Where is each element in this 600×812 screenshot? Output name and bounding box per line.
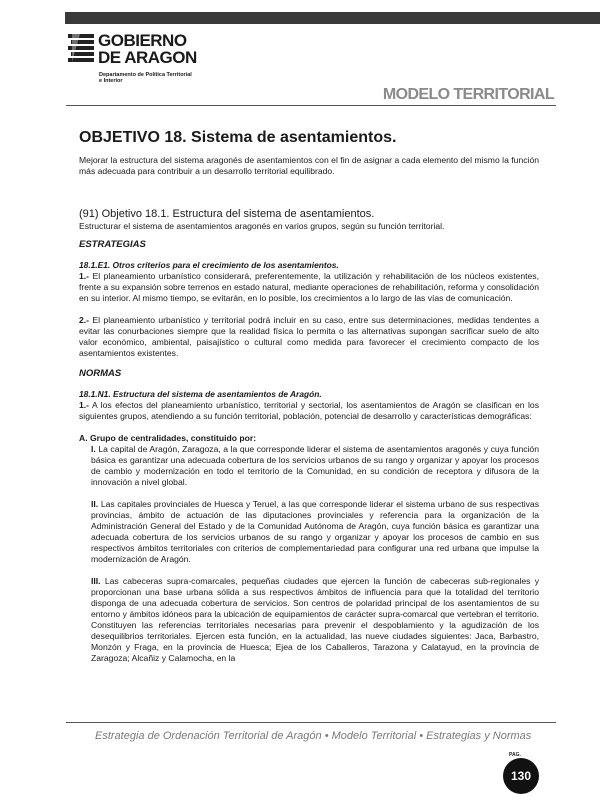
- main-content: [79, 128, 539, 664]
- group-item-2: [91, 499, 539, 565]
- header-divider: [66, 105, 556, 106]
- logo-emblem-icon: [68, 32, 96, 66]
- norm-n1-paragraph-1: [79, 400, 539, 422]
- paragraph-number: 1.-: [79, 271, 90, 281]
- top-bar: [65, 12, 600, 24]
- page-number: 130: [503, 758, 539, 794]
- objective-title: OBJETIVO 18. Sistema de asentamientos.: [79, 129, 397, 146]
- subobjective-text: Estructurar el sistema de asentamientos aragonés en varios grupos, según su función territorial.: [79, 221, 445, 231]
- group-item-1: [91, 444, 539, 488]
- item-number: III.: [91, 576, 101, 586]
- strategy-e1-title: 18.1.E1. Otros criterios para el crecimiento de los asentamientos.: [79, 260, 339, 270]
- paragraph-text: A los efectos del planeamiento urbanístico, territorial y sectorial, los asentamientos de Aragón se clasifican en los siguientes grupos, atendiendo a su función territorial, población, potencial de desarrollo y características demográficas:: [79, 400, 539, 421]
- paragraph-text: El planeamiento urbanístico y territorial podrá incluir en su caso, entre sus determinaciones, medidas tendentes a evitar las conurbaciones siempre que la realidad física lo permita o las alternativas supongan sacrificar suelo de alto valor económico, ambiental, paisajístico o cultural como medida para favorecer el crecimiento compacto de los asentamientos existentes.: [79, 315, 539, 358]
- item-number: II.: [91, 499, 99, 509]
- logo-line-2: DE ARAGON: [98, 48, 197, 67]
- government-logo: [68, 32, 218, 92]
- group-a-heading: A. Grupo de centralidades, constituido por:: [79, 433, 257, 443]
- paragraph-text: El planeamiento urbanístico considerará, preferentemente, la utilización y rehabilitación de los núcleos existentes, frente a su expansión sobre terrenos en estado natural, mediante operaciones de rehabilitación, reforma y consolidación en su interior. Al mismo tiempo, se evitarán, en lo posible, los crecimientos a lo largo de las vías de comunicación.: [79, 271, 539, 303]
- section-title: MODELO TERRITORIAL: [382, 86, 554, 103]
- item-text: Las cabeceras supra-comarcales, pequeñas ciudades que ejercen la función de cabeceras sub-regionales y proporcionan una base urbana sólida a sus respectivos ámbitos de influencia para que la totalidad del territorio disponga de una adecuada cobertura de servicios. Son centros de polaridad principal de los asentamientos de su entorno y ámbitos idóneos para la ubicación de equipamientos de carácter supra-comarcal que vertebran el territorio. Constituyen las referencias territoriales necesarias para prevenir el despoblamiento y la agudización de los desequilibrios territoriales. Ejercen esta función, en la actualidad, las nueve ciudades siguientes: Jaca, Barbastro, Monzón y Fraga, en la provincia de Huesca; Ejea de los Caballeros, Tarazona y Calatayud, en la provincia de Zaragoza; Alcañiz y Calamocha, en la: [91, 576, 539, 663]
- footer-text: Estrategia de Ordenación Territorial de Aragón • Modelo Territorial • Estrategias y Normas: [95, 730, 532, 742]
- objective-text: Mejorar la estructura del sistema aragonés de asentamientos con el fin de asignar a cada elemento del mismo la función más adecuada para contribuir a un desarrollo territorial equilibrado.: [79, 155, 539, 176]
- department-line-1: Departamento de Política Territorial: [99, 72, 192, 78]
- item-number: I.: [91, 444, 96, 454]
- department-line-2: e Interior: [99, 78, 123, 84]
- item-text: La capital de Aragón, Zaragoza, a la que corresponde liderar el sistema de asentamientos aragonés y cuya función básica es garantizar una adecuada cobertura de los servicios urbanos de su rango y organizar y apoyar los procesos de cambio y modernización en todo el territorio de la Comunidad, en su condición de receptora y difusora de la innovación a nivel global.: [91, 444, 539, 487]
- logo-line-1: GOBIERNO: [98, 31, 187, 50]
- paragraph-number: 1.-: [79, 400, 90, 410]
- group-item-3: [91, 576, 539, 664]
- paragraph-number: 2.-: [79, 315, 90, 325]
- strategies-heading: ESTRATEGIAS: [79, 239, 146, 250]
- norms-heading: NORMAS: [79, 368, 122, 379]
- strategy-e1-paragraph-1: [79, 271, 539, 304]
- strategy-e1-paragraph-2: [79, 315, 539, 359]
- item-text: Las capitales provinciales de Huesca y Teruel, a las que corresponde liderar el sistema urbano de sus respectivas provincias, ámbito de actuación de las diputaciones provinciales y referencia para la organización de la Administración General del Estado y de la Comunidad Autónoma de Aragón, cuya función básica es garantizar una adecuada cobertura de los servicios urbanos de su rango y organizar y apoyar los procesos de cambio en sus respectivos ámbitos territoriales con criterios de complementariedad para configurar una red urbana que impulse la modernización de Aragón.: [91, 499, 539, 564]
- norm-n1-title: 18.1.N1. Estructura del sistema de asentamientos de Aragón.: [79, 389, 322, 399]
- page-label: PAG.: [509, 752, 521, 758]
- footer-divider: [66, 722, 556, 723]
- subobjective-title: (91) Objetivo 18.1. Estructura del sistema de asentamientos.: [79, 208, 375, 220]
